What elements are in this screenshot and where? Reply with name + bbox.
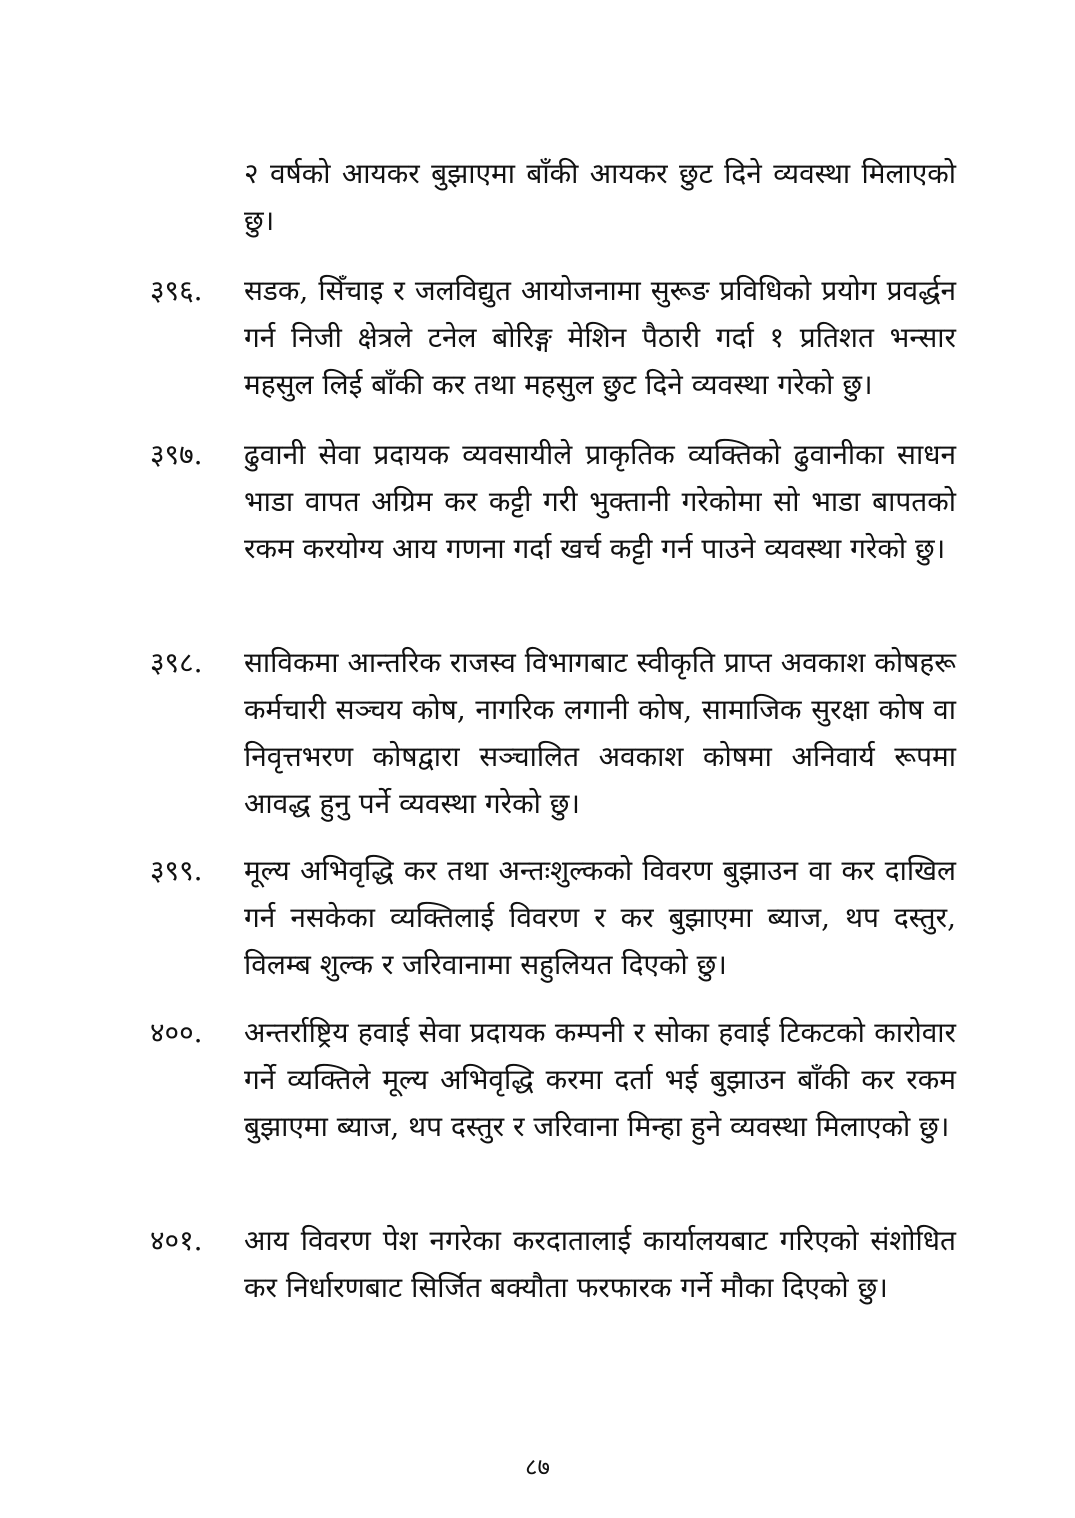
paragraph-number: ३९७.: [150, 438, 203, 471]
paragraph-text: साविकमा आन्तरिक राजस्व विभागबाट स्वीकृति प्राप्त अवकाश कोषहरू कर्मचारी सञ्चय कोष, नागरिक लगानी कोष, सामाजिक सुरक्षा कोष वा निवृत्तभरण कोषद्वारा सञ्चालित अवकाश कोषमा अनिवार्य रूपमा आवद्ध हुनु पर्ने व्यवस्था गरेको छु।: [244, 646, 956, 820]
continuation-paragraph: २ वर्षको आयकर बुझाएमा बाँकी आयकर छुट दिने व्यवस्था मिलाएको छु।: [244, 157, 956, 237]
paragraph-text: सडक, सिँचाइ र जलविद्युत आयोजनामा सुरूङ प्रविधिको प्रयोग प्रवर्द्धन गर्न निजी क्षेत्रले टनेल बोरिङ्ग मेशिन पैठारी गर्दा १ प्रतिशत भन्सार महसुल लिई बाँकी कर तथा महसुल छुट दिने व्यवस्था गरेको छु।: [244, 274, 956, 401]
paragraph-number: ४००.: [150, 1016, 203, 1049]
paragraph-text: मूल्य अभिवृद्धि कर तथा अन्तःशुल्कको विवरण बुझाउन वा कर दाखिल गर्न नसकेका व्यक्तिलाई विवरण र कर बुझाएमा ब्याज, थप दस्तुर, विलम्ब शुल्क र जरिवानामा सहुलियत दिएको छु।: [244, 854, 956, 981]
paragraph-text: ढुवानी सेवा प्रदायक व्यवसायीले प्राकृतिक व्यक्तिको ढुवानीका साधन भाडा वापत अग्रिम कर कट्टी गरी भुक्तानी गरेकोमा सो भाडा बापतको रकम करयोग्य आय गणना गर्दा खर्च कट्टी गर्न पाउने व्यवस्था गरेको छु।: [244, 438, 956, 565]
paragraph-number: ३९६.: [150, 274, 203, 307]
paragraph-text: आय विवरण पेश नगरेका करदातालाई कार्यालयबाट गरिएको संशोधित कर निर्धारणबाट सिर्जित बक्यौता फरफारक गर्ने मौका दिएको छु।: [244, 1224, 956, 1304]
paragraph-number: ३९९.: [150, 854, 203, 887]
paragraph-text: अन्तर्राष्ट्रिय हवाई सेवा प्रदायक कम्पनी र सोका हवाई टिकटको कारोवार गर्ने व्यक्तिले मूल्य अभिवृद्धि करमा दर्ता भई बुझाउन बाँकी कर रकम बुझाएमा ब्याज, थप दस्तुर र जरिवाना मिन्हा हुने व्यवस्था मिलाएको छु।: [244, 1016, 956, 1143]
paragraph-number: ४०१.: [150, 1224, 203, 1257]
page-number: ८७: [525, 1453, 550, 1481]
paragraph-number: ३९८.: [150, 646, 203, 679]
